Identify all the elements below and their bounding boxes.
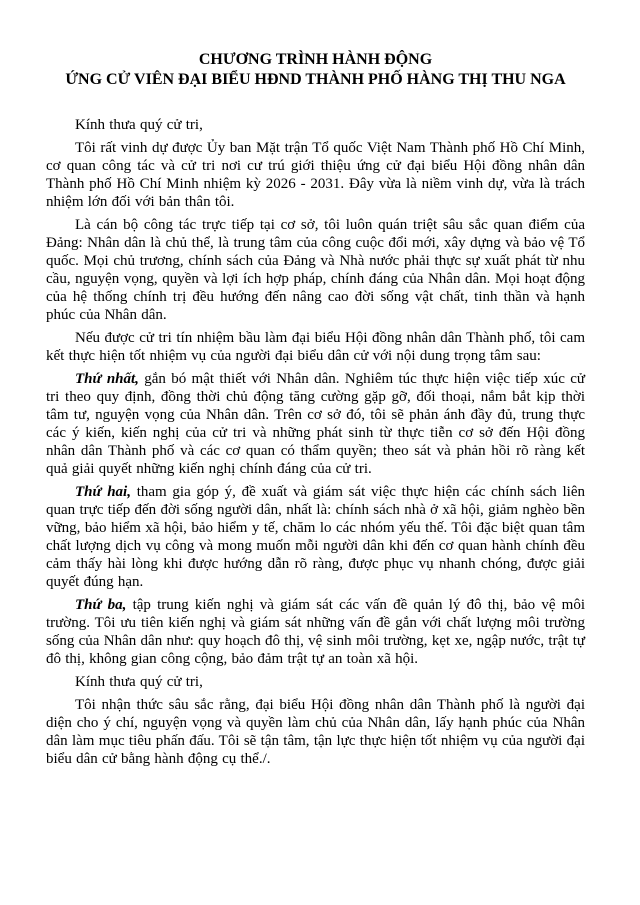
salutation: Kính thưa quý cử tri, bbox=[75, 117, 203, 133]
salutation: Kính thưa quý cử tri, bbox=[75, 674, 203, 690]
paragraph-lead: Thứ nhất, bbox=[75, 371, 145, 387]
paragraph-numbered: Thứ nhất, gắn bó mật thiết với Nhân dân. Nghiêm túc thực hiện việc tiếp xúc cử tri theo quy định, đồng thời chủ động tăng cường gặp gỡ, đối thoại, nắm bắt kịp thời tâm tư, nguyện vọng của Nhân dân. Trên cơ sở đó, tôi sẽ phản ánh đầy đủ, trung thực các ý kiến, kiến nghị của cử tri và những phát sinh từ thực tiễn cơ sở đến Hội đồng nhân dân Thành phố và các cơ quan có thẩm quyền; theo sát và phản hồi rõ ràng kết quả giải quyết những kiến nghị chính đáng của cử tri. bbox=[46, 371, 585, 477]
paragraph-lead: Thứ hai, bbox=[75, 484, 137, 500]
document-title-line-2: ỨNG CỬ VIÊN ĐẠI BIỂU HĐND THÀNH PHỐ HÀNG THỊ THU NGA bbox=[65, 71, 566, 88]
paragraph: Tôi rất vinh dự được Ủy ban Mặt trận Tổ quốc Việt Nam Thành phố Hồ Chí Minh, cơ quan công tác và cử tri nơi cư trú giới thiệu ứng cử đại biểu Hội đồng nhân dân Thành phố Hồ Chí Minh nhiệm kỳ 2026 - 2031. Đây vừa là niềm vinh dự, vừa là trách nhiệm lớn đối với bản thân tôi. bbox=[46, 140, 585, 210]
document-body bbox=[46, 116, 585, 768]
paragraph: Là cán bộ công tác trực tiếp tại cơ sở, tôi luôn quán triệt sâu sắc quan điểm của Đảng: Nhân dân là chủ thể, là trung tâm của công cuộc đổi mới, xây dựng và bảo vệ Tổ quốc. Mọi chủ trương, chính sách của Đảng và Nhà nước phải thực sự xuất phát từ nhu cầu, nguyện vọng, quyền và lợi ích hợp pháp, chính đáng của Nhân dân. Mọi hoạt động của hệ thống chính trị đều hướng đến nâng cao đời sống vật chất, tinh thần và hạnh phúc của Nhân dân. bbox=[46, 217, 585, 323]
paragraph-numbered: Thứ ba, tập trung kiến nghị và giám sát các vấn đề quản lý đô thị, bảo vệ môi trường. Tôi ưu tiên kiến nghị và giám sát những vấn đề gắn với chất lượng môi trường sống của Nhân dân như: quy hoạch đô thị, vệ sinh môi trường, kẹt xe, ngập nước, trật tự đô thị, không gian công cộng, bảo đảm trật tự an toàn xã hội. bbox=[46, 597, 585, 667]
paragraph: Tôi nhận thức sâu sắc rằng, đại biểu Hội đồng nhân dân Thành phố là người đại diện cho ý chí, nguyện vọng và quyền làm chủ của Nhân dân, lấy hạnh phúc của Nhân dân làm mục tiêu phấn đấu. Tôi sẽ tận tâm, tận lực thực hiện tốt nhiệm vụ của người đại biểu dân cử bằng hành động cụ thể./. bbox=[46, 697, 585, 767]
document-title bbox=[46, 50, 585, 90]
document-title-line-1: CHƯƠNG TRÌNH HÀNH ĐỘNG bbox=[198, 51, 433, 68]
paragraph-numbered: Thứ hai, tham gia góp ý, đề xuất và giám sát việc thực hiện các chính sách liên quan trực tiếp đến đời sống người dân, nhất là: chính sách nhà ở xã hội, giảm nghèo bền vững, bảo hiểm xã hội, bảo hiểm y tế, chăm lo các nhóm yếu thế. Tôi đặc biệt quan tâm chất lượng dịch vụ công và mong muốn mỗi người dân khi đến cơ quan hành chính đều cảm thấy hài lòng khi được hướng dẫn rõ ràng, được phục vụ nhanh chóng, được giải quyết đúng hạn. bbox=[46, 484, 585, 590]
paragraph-lead: Thứ ba, bbox=[75, 597, 133, 613]
paragraph: Nếu được cử tri tín nhiệm bầu làm đại biểu Hội đồng nhân dân Thành phố, tôi cam kết thực hiện tốt nhiệm vụ của người đại biểu dân cử với nội dung trọng tâm sau: bbox=[46, 330, 585, 364]
